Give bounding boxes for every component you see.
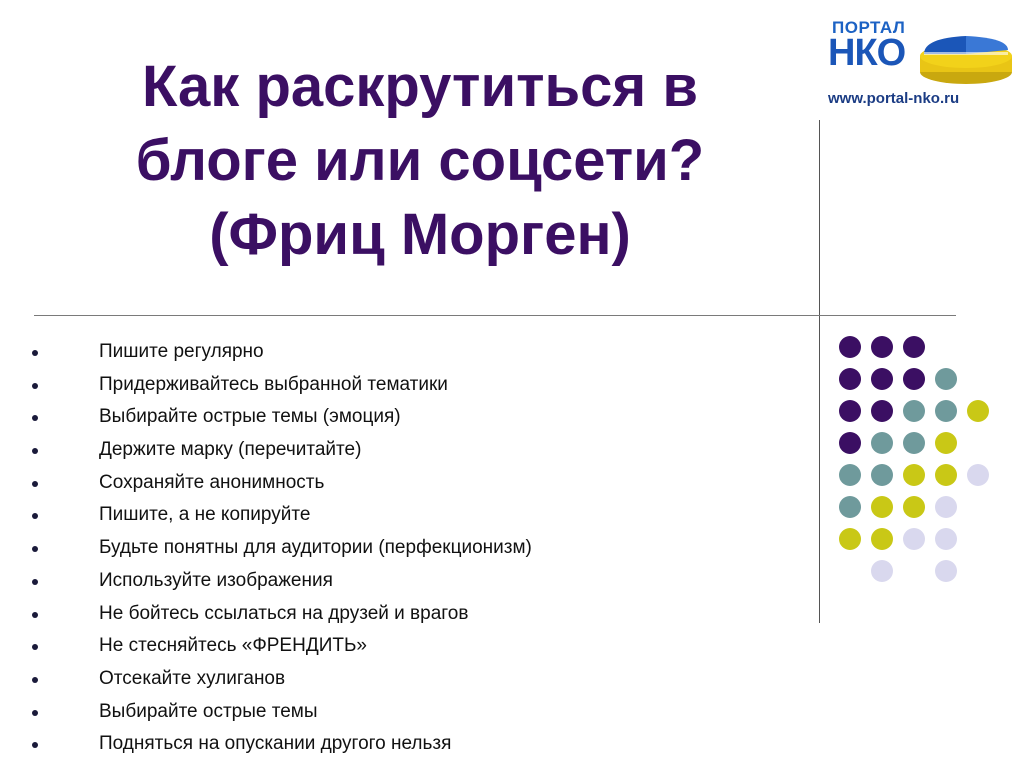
dot-lime xyxy=(871,496,893,518)
bullet-dot-icon xyxy=(32,383,38,389)
bullet-list xyxy=(0,336,800,761)
bullet-item xyxy=(0,499,800,532)
bullet-dot-icon xyxy=(32,742,38,748)
bullet-dot-icon xyxy=(32,481,38,487)
logo-url[interactable]: www.portal-nko.ru xyxy=(828,90,960,107)
dot-lavender xyxy=(871,560,893,582)
bullet-text: Используйте изображения xyxy=(99,569,333,591)
dot-purple xyxy=(839,432,861,454)
slide-title xyxy=(60,50,780,272)
bullet-dot-icon xyxy=(32,546,38,552)
bullet-item xyxy=(0,532,800,565)
bullet-text: Будьте понятны для аудитории (перфекционизм) xyxy=(99,537,532,559)
bullet-dot-icon xyxy=(32,579,38,585)
bullet-item xyxy=(0,369,800,402)
bullet-item xyxy=(0,598,800,631)
dot-purple xyxy=(871,400,893,422)
dot-purple xyxy=(839,368,861,390)
dot-purple xyxy=(903,336,925,358)
dot-purple xyxy=(839,400,861,422)
title-line-1: Как раскрутиться в xyxy=(141,54,699,119)
bullet-text: Не стесняйтесь «ФРЕНДИТЬ» xyxy=(99,635,367,657)
dot-teal xyxy=(903,400,925,422)
dot-lavender xyxy=(935,496,957,518)
dot-lime xyxy=(935,432,957,454)
bullet-item xyxy=(0,630,800,663)
bullet-item xyxy=(0,696,800,729)
bullet-item xyxy=(0,401,800,434)
portal-nko-logo[interactable] xyxy=(826,18,1016,114)
dot-purple xyxy=(839,336,861,358)
dot-teal xyxy=(935,368,957,390)
dot-teal xyxy=(935,400,957,422)
dot-teal xyxy=(871,432,893,454)
dot-teal xyxy=(903,432,925,454)
dot-lime xyxy=(903,464,925,486)
bullet-dot-icon xyxy=(32,415,38,421)
decorative-dot-grid xyxy=(830,330,1010,590)
bullet-dot-icon xyxy=(32,448,38,454)
bullet-text: Держите марку (перечитайте) xyxy=(99,439,362,461)
coin-stack-icon xyxy=(910,28,1014,88)
dot-lavender xyxy=(967,464,989,486)
bullet-text: Отсекайте хулиганов xyxy=(99,667,286,689)
bullet-text: Пишите регулярно xyxy=(99,341,264,362)
bullet-text: Выбирайте острые темы (эмоция) xyxy=(99,406,401,428)
vertical-divider xyxy=(819,120,820,623)
dot-lime xyxy=(967,400,989,422)
dot-lime xyxy=(903,496,925,518)
logo-portal-word: ПОРТАЛ xyxy=(832,18,906,37)
dot-lavender xyxy=(935,528,957,550)
bullet-dot-icon xyxy=(32,350,38,356)
bullet-dot-icon xyxy=(32,513,38,519)
dot-lavender xyxy=(935,560,957,582)
dot-purple xyxy=(871,368,893,390)
bullet-item xyxy=(0,728,800,761)
bullet-dot-icon xyxy=(32,644,38,650)
bullet-text: Придерживайтесь выбранной тематики xyxy=(99,373,448,395)
bullet-text: Выбирайте острые темы xyxy=(99,700,318,722)
title-line-3: (Фриц Морген) xyxy=(209,202,631,267)
bullet-item xyxy=(0,434,800,467)
dot-purple xyxy=(871,336,893,358)
dot-lime xyxy=(935,464,957,486)
bullet-text: Подняться на опускании другого нельзя xyxy=(99,733,452,755)
bullet-item xyxy=(0,336,800,369)
logo-nko-word: НКО xyxy=(828,32,906,74)
bullet-item xyxy=(0,663,800,696)
bullet-text: Сохраняйте анонимность xyxy=(99,471,325,493)
bullet-item xyxy=(0,565,800,598)
bullet-dot-icon xyxy=(32,612,38,618)
dot-lavender xyxy=(903,528,925,550)
dot-purple xyxy=(903,368,925,390)
dot-lime xyxy=(871,528,893,550)
horizontal-divider xyxy=(34,315,956,316)
title-line-2: блоге или соцсети? xyxy=(135,128,705,193)
dot-lime xyxy=(839,528,861,550)
dot-teal xyxy=(839,464,861,486)
bullet-text: Пишите, а не копируйте xyxy=(99,504,311,526)
bullet-dot-icon xyxy=(32,677,38,683)
bullet-item xyxy=(0,467,800,500)
dot-teal xyxy=(839,496,861,518)
bullet-dot-icon xyxy=(32,710,38,716)
dot-teal xyxy=(871,464,893,486)
bullet-text: Не бойтесь ссылаться на друзей и врагов xyxy=(99,602,469,624)
